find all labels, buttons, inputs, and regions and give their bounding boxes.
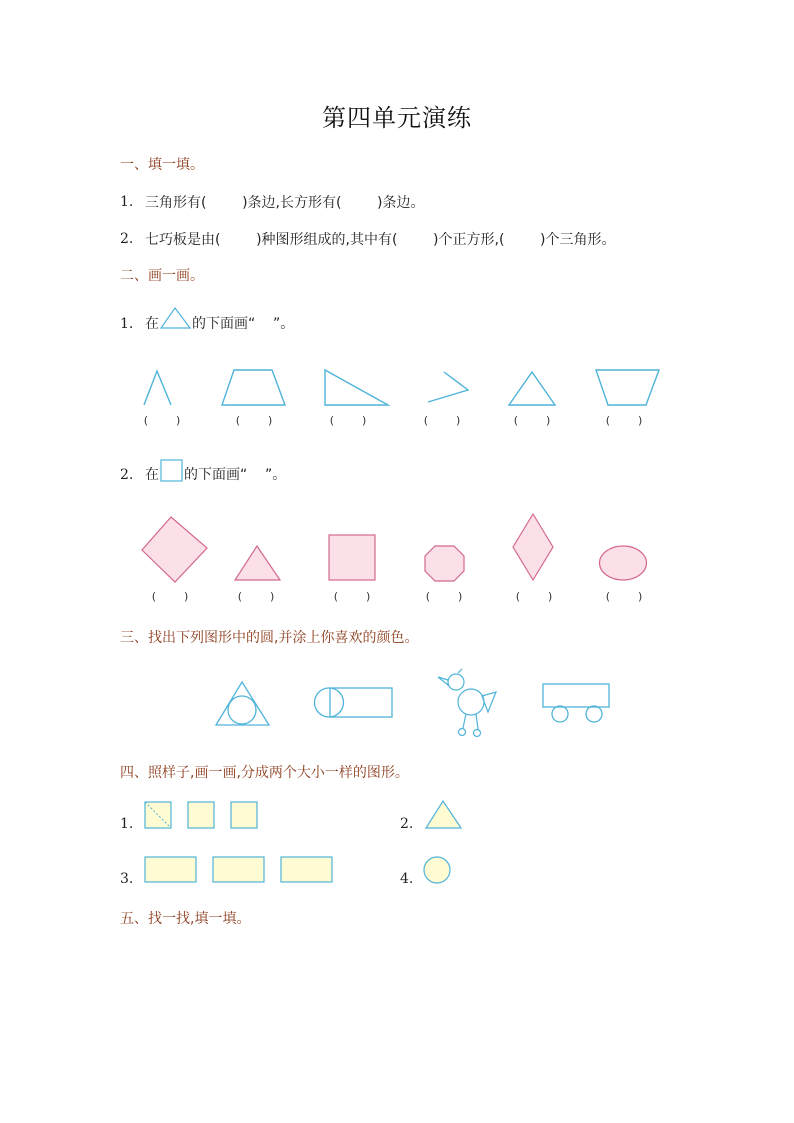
square-icon: [187, 801, 215, 829]
question-number: 2.: [120, 467, 134, 483]
circle-and-rectangle-icon: [312, 686, 396, 720]
bird-figure-icon: [436, 668, 500, 740]
answer-blank: ( ): [235, 414, 273, 427]
answer-blank: ( ): [425, 590, 463, 603]
triangle-icon: [160, 306, 192, 330]
rectangle-icon: [212, 856, 266, 884]
section-2-heading: 二、画一画。: [120, 268, 204, 284]
angle-icon: [424, 370, 474, 406]
answer-blank: ( ): [329, 414, 367, 427]
right-triangle-icon: [322, 368, 392, 408]
question-number: 1.: [120, 194, 134, 210]
section-5-heading: 五、找一找,填一填。: [120, 911, 251, 927]
cart-figure-icon: [540, 682, 612, 724]
item-number: 1.: [120, 816, 134, 832]
answer-blank: ( ): [237, 590, 275, 603]
open-angle-icon: [140, 365, 180, 407]
square-icon: [230, 801, 258, 829]
question-number: 1.: [120, 316, 134, 332]
triangle-icon: [424, 799, 464, 831]
item-number: 4.: [400, 871, 414, 887]
question-prefix: 在: [145, 316, 159, 332]
tilted-square-icon: [140, 515, 210, 585]
ellipse-icon: [598, 545, 650, 583]
section-4-heading: 四、照样子,画一画,分成两个大小一样的图形。: [120, 765, 409, 781]
answer-blank: ( ): [515, 590, 553, 603]
section-3-heading: 三、找出下列图形中的圆,并涂上你喜欢的颜色。: [120, 630, 419, 646]
answer-blank: ( ): [143, 414, 181, 427]
example-square-diagonal-icon: [144, 801, 172, 829]
question-prefix: 在: [145, 467, 159, 483]
answer-blank: ( ): [423, 414, 461, 427]
square-icon: [160, 459, 184, 483]
question-number: 2.: [120, 231, 134, 247]
trapezoid-icon: [220, 368, 288, 408]
rectangle-icon: [144, 856, 198, 884]
inverted-trapezoid-icon: [594, 368, 662, 408]
question-text: 七巧板是由( )种图形组成的,其中有( )个正方形,( )个三角形。: [145, 232, 616, 248]
section-1-heading: 一、填一填。: [120, 157, 204, 173]
question-text: 三角形有( )条边,长方形有( )条边。: [145, 195, 425, 211]
square-icon: [328, 534, 378, 582]
answer-blank: ( ): [151, 590, 189, 603]
rectangle-icon: [280, 856, 334, 884]
question-suffix: 的下面画“ ”。: [192, 316, 295, 332]
question-suffix: 的下面画“ ”。: [184, 467, 287, 483]
triangle-icon: [233, 544, 283, 582]
page-title: 第四单元演练: [322, 104, 472, 132]
answer-blank: ( ): [333, 590, 371, 603]
triangle-icon: [506, 370, 558, 408]
answer-blank: ( ): [605, 590, 643, 603]
rhombus-icon: [512, 513, 556, 583]
answer-blank: ( ): [513, 414, 551, 427]
item-number: 2.: [400, 816, 414, 832]
answer-blank: ( ): [605, 414, 643, 427]
octagon-icon: [424, 545, 466, 583]
item-number: 3.: [120, 871, 134, 887]
circle-in-triangle-icon: [214, 680, 272, 728]
circle-icon: [423, 856, 453, 886]
